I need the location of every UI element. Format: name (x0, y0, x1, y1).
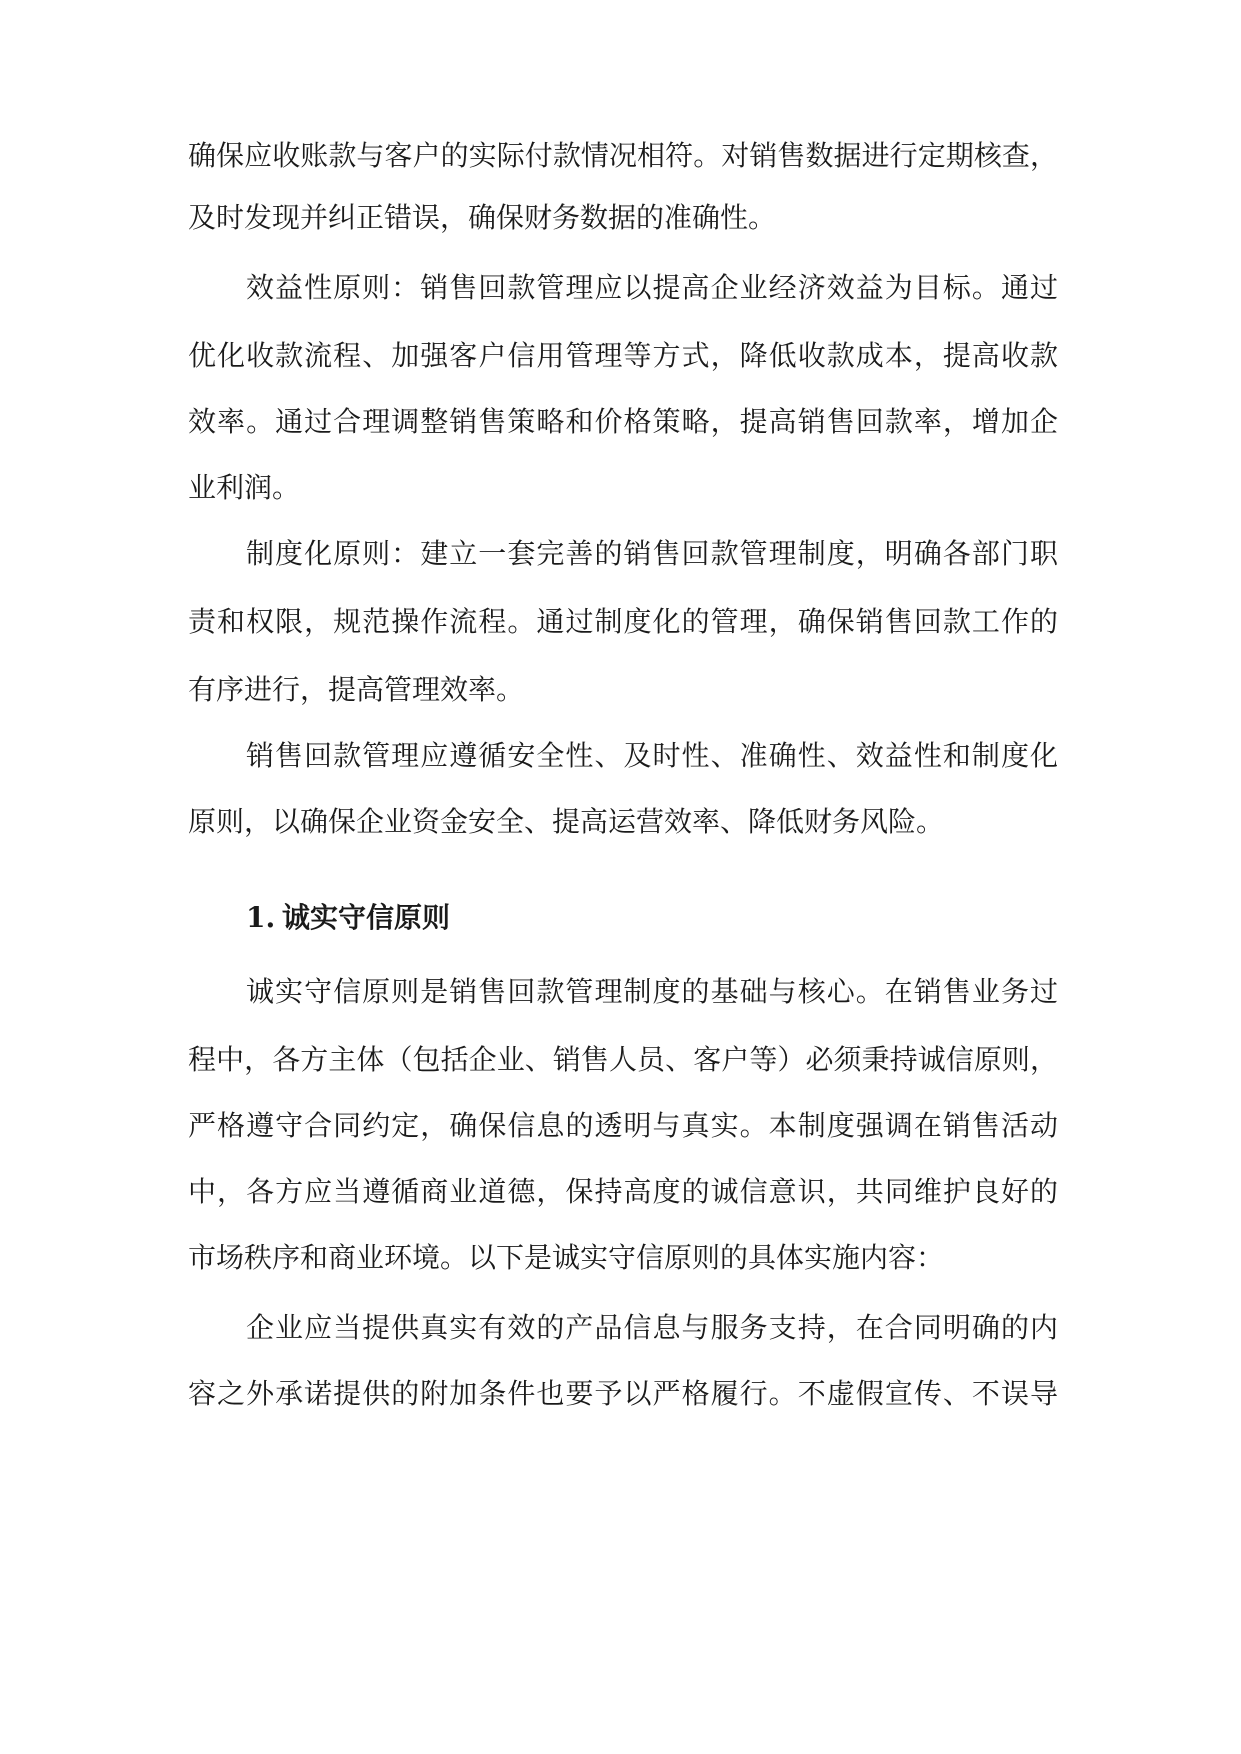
section-number: 1. (246, 901, 276, 934)
paragraph-line: 企业应当提供真实有效的产品信息与服务支持，在合同明确的内 (246, 1311, 1058, 1344)
paragraph-line: 有序进行，提高管理效率。 (188, 673, 525, 706)
section-heading (246, 898, 450, 938)
paragraph-line: 业利润。 (188, 471, 301, 504)
paragraph-line: 效益性原则：销售回款管理应以提高企业经济效益为目标。通过 (246, 271, 1058, 304)
paragraph-line: 责和权限，规范操作流程。通过制度化的管理，确保销售回款工作的 (188, 605, 1058, 638)
paragraph-line: 严格遵守合同约定，确保信息的透明与真实。本制度强调在销售活动 (188, 1109, 1058, 1142)
paragraph-line: 效率。通过合理调整销售策略和价格策略，提高销售回款率，增加企 (188, 405, 1058, 438)
paragraph-line: 制度化原则：建立一套完善的销售回款管理制度，明确各部门职 (246, 537, 1058, 570)
paragraph-line: 优化收款流程、加强客户信用管理等方式，降低收款成本，提高收款 (188, 339, 1058, 372)
paragraph-line: 中，各方应当遵循商业道德，保持高度的诚信意识，共同维护良好的 (188, 1175, 1058, 1208)
paragraph-line: 市场秩序和商业环境。以下是诚实守信原则的具体实施内容： (188, 1241, 945, 1274)
paragraph-line: 原则，以确保企业资金安全、提高运营效率、降低财务风险。 (188, 805, 945, 838)
section-title: 诚实守信原则 (282, 901, 451, 934)
paragraph-line: 诚实守信原则是销售回款管理制度的基础与核心。在销售业务过 (246, 975, 1058, 1008)
paragraph-line: 销售回款管理应遵循安全性、及时性、准确性、效益性和制度化 (246, 739, 1058, 772)
paragraph-line: 确保应收账款与客户的实际付款情况相符。对销售数据进行定期核查， (188, 139, 1058, 172)
paragraph-line: 程中，各方主体（包括企业、销售人员、客户等）必须秉持诚信原则， (188, 1043, 1058, 1076)
paragraph-line: 及时发现并纠正错误，确保财务数据的准确性。 (188, 201, 777, 234)
paragraph-line: 容之外承诺提供的附加条件也要予以严格履行。不虚假宣传、不误导 (188, 1377, 1058, 1410)
